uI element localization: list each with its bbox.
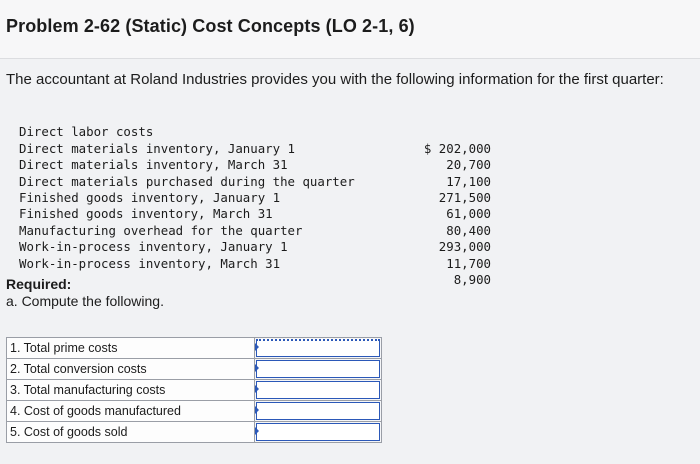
intro-text: The accountant at Roland Industries provides you with the following information for the first quarter: [6, 71, 664, 88]
answer-input-manufacturing-costs[interactable] [256, 381, 380, 399]
data-value: 80,400 [446, 222, 491, 238]
answer-cell [255, 338, 382, 359]
answer-label: 2. Total conversion costs [7, 359, 255, 380]
data-value: 17,100 [446, 173, 491, 189]
answer-input-prime-costs[interactable] [256, 339, 380, 357]
input-marker-icon [255, 427, 259, 435]
answer-cell [255, 380, 382, 401]
data-label: Work-in-process inventory, January 1 [19, 239, 288, 255]
data-label: Direct materials purchased during the quarter [19, 173, 355, 189]
data-value: 293,000 [438, 239, 491, 255]
answer-input-cogm[interactable] [256, 402, 380, 420]
data-value: $ 202,000 [423, 140, 491, 156]
answer-label: 1. Total prime costs [7, 338, 255, 359]
data-value: 271,500 [438, 189, 491, 205]
data-value: 61,000 [446, 206, 491, 222]
data-label: Direct labor costs [19, 124, 154, 140]
answer-label: 5. Cost of goods sold [7, 422, 255, 443]
answer-cell [255, 422, 382, 443]
answer-cell [255, 359, 382, 380]
answer-label: 3. Total manufacturing costs [7, 380, 255, 401]
data-label: Manufacturing overhead for the quarter [19, 222, 303, 238]
answer-input-cogs[interactable] [256, 423, 380, 441]
data-value: 11,700 [446, 255, 491, 271]
answer-label: 4. Cost of goods manufactured [7, 401, 255, 422]
answer-table [6, 337, 382, 443]
data-label: Work-in-process inventory, March 31 [19, 255, 281, 271]
answer-cell [255, 401, 382, 422]
data-label: Direct materials inventory, January 1 [19, 140, 296, 156]
data-value: 20,700 [446, 157, 491, 173]
answer-row-manufacturing-costs [7, 380, 382, 401]
input-marker-icon [255, 385, 259, 393]
data-label: Finished goods inventory, March 31 [19, 206, 273, 222]
title-bar [0, 0, 700, 59]
answer-row-cogm [7, 401, 382, 422]
instruction-text: a. Compute the following. [6, 293, 164, 309]
input-marker-icon [255, 406, 259, 414]
answer-row-conversion-costs [7, 359, 382, 380]
required-heading: Required: [6, 276, 72, 292]
answer-row-prime-costs [7, 338, 382, 359]
answer-input-conversion-costs[interactable] [256, 360, 380, 378]
answer-row-cogs [7, 422, 382, 443]
data-value: 8,900 [453, 271, 491, 287]
page-title: Problem 2-62 (Static) Cost Concepts (LO 2-1, 6) [6, 16, 415, 36]
input-marker-icon [255, 364, 259, 372]
data-label: Finished goods inventory, January 1 [19, 189, 281, 205]
input-marker-icon [255, 343, 259, 351]
data-label: Direct materials inventory, March 31 [19, 157, 288, 173]
